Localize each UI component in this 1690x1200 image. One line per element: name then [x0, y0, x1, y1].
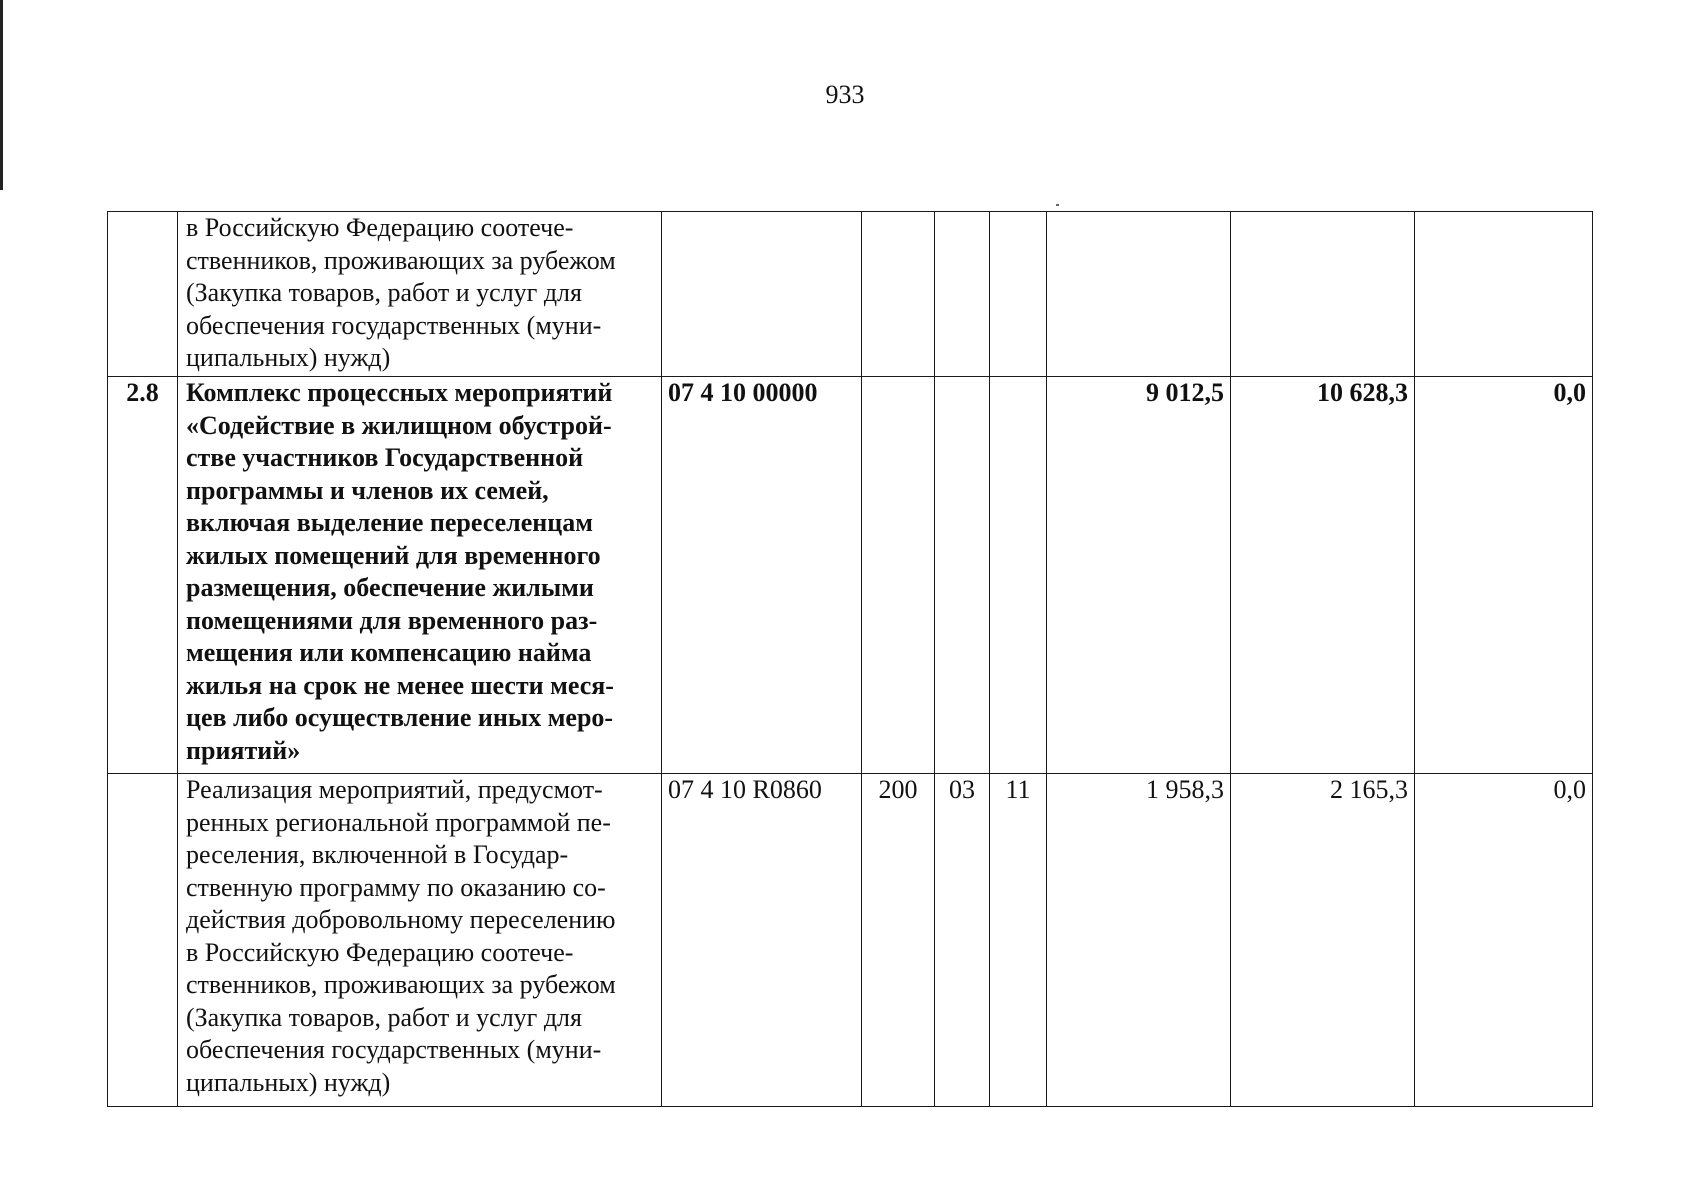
name-line: ственников, проживающих за рубежом [186, 970, 616, 999]
cell-sum-1: 1 958,3 [1047, 774, 1231, 1107]
name-line: Реализация мероприятий, предусмот- [186, 775, 603, 804]
cell-csr [662, 212, 862, 377]
cell-rz [935, 377, 990, 774]
cell-sum-3: 0,0 [1415, 774, 1593, 1107]
cell-name [178, 377, 662, 774]
name-line: ципальных) нужд) [186, 343, 391, 372]
cell-csr: 07 4 10 R0860 [662, 774, 862, 1107]
name-line: включая выделение переселенцам [186, 508, 593, 537]
scan-speck [1056, 204, 1059, 206]
name-line: цев либо осуществление иных меро- [186, 703, 614, 732]
cell-sum-3: 0,0 [1415, 377, 1593, 774]
cell-sum-1 [1047, 212, 1231, 377]
name-line: ципальных) нужд) [186, 1067, 391, 1097]
cell-vr [862, 212, 935, 377]
name-line: «Содействие в жилищном обустрой- [186, 410, 612, 440]
table-row [108, 377, 1593, 774]
name-line: (Закупка товаров, работ и услуг для [186, 278, 582, 307]
page-number: 933 [825, 80, 865, 109]
cell-pr [990, 212, 1047, 377]
cell-name [178, 774, 662, 1107]
name-line: размещения, обеспечение жилыми [186, 573, 594, 602]
name-line: программы и членов их семей, [186, 475, 549, 505]
cell-sum-2: 10 628,3 [1231, 377, 1415, 774]
cell-sum-2 [1231, 212, 1415, 377]
name-line: ственную программу по оказанию со- [186, 872, 606, 902]
table-row [108, 774, 1593, 1107]
cell-pr: 11 [990, 774, 1047, 1107]
name-line: реселения, включенной в Государ- [186, 840, 569, 869]
cell-sum-2: 2 165,3 [1231, 774, 1415, 1107]
name-line: жилых помещений для временного [186, 540, 601, 570]
cell-no [108, 212, 178, 377]
cell-sum-1: 9 012,5 [1047, 377, 1231, 774]
name-line: в Российскую Федерацию соотече- [186, 213, 574, 242]
cell-sum-3 [1415, 212, 1593, 377]
name-line: ренных региональной программой пе- [186, 807, 611, 837]
name-line: в Российскую Федерацию соотече- [186, 937, 574, 967]
cell-csr: 07 4 10 00000 [662, 377, 862, 774]
cell-vr: 200 [862, 774, 935, 1107]
cell-vr [862, 377, 935, 774]
cell-name [178, 212, 662, 377]
name-line: Комплекс процессных мероприятий [186, 378, 613, 407]
name-line: помещениями для временного раз- [186, 605, 598, 635]
budget-table [107, 211, 1593, 1107]
cell-rz: 03 [935, 774, 990, 1107]
name-line: ственников, проживающих за рубежом [186, 245, 616, 275]
cell-no [108, 774, 178, 1107]
cell-pr [990, 377, 1047, 774]
name-line: (Закупка товаров, работ и услуг для [186, 1002, 582, 1032]
name-line: стве участников Государственной [186, 443, 584, 472]
name-line: жилья на срок не менее шести меся- [186, 670, 614, 700]
name-line: обеспечения государственных (муни- [186, 310, 602, 340]
cell-no: 2.8 [108, 377, 178, 774]
name-line: действия добровольному переселению [186, 905, 616, 934]
name-line: приятий» [186, 735, 301, 765]
table-row [108, 212, 1593, 377]
name-line: мещения или компенсацию найма [186, 638, 592, 667]
name-line: обеспечения государственных (муни- [186, 1035, 602, 1064]
cell-rz [935, 212, 990, 377]
